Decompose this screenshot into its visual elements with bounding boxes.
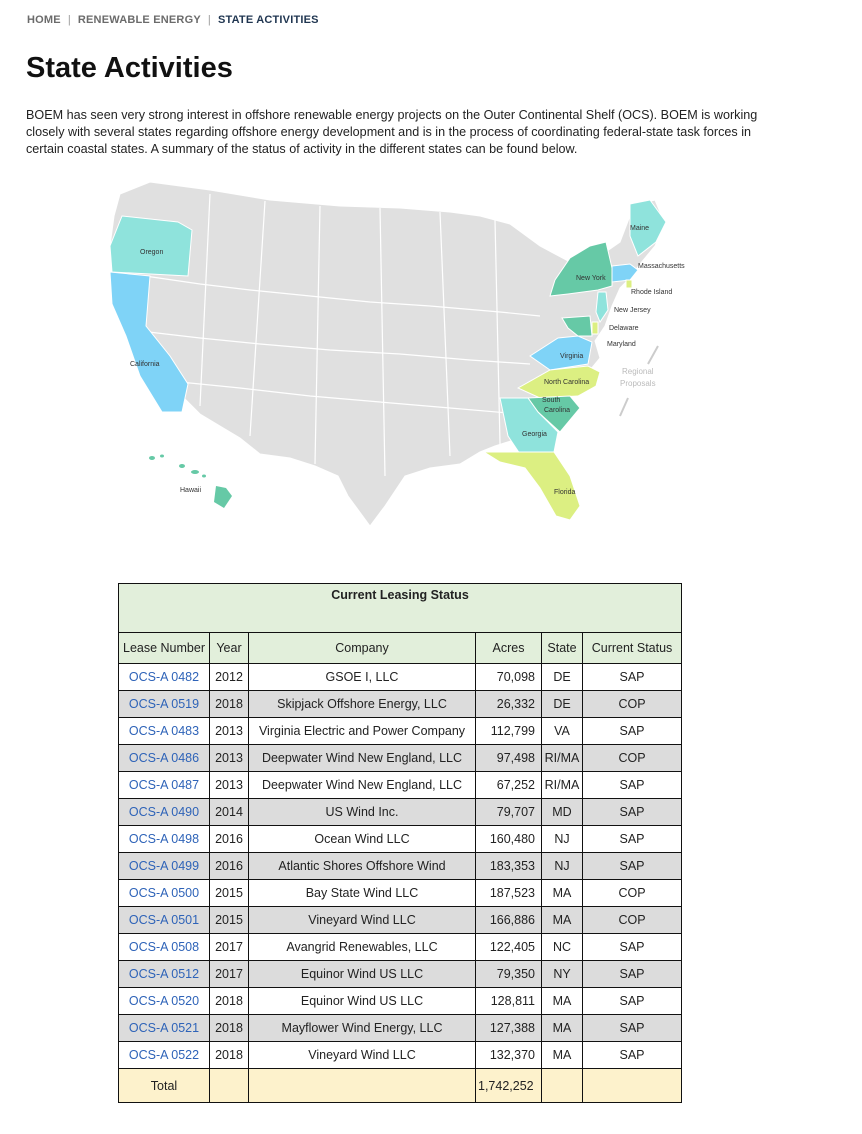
map-label-maine: Maine (630, 225, 650, 232)
map-label-florida: Florida (554, 489, 576, 496)
lease-number-link[interactable]: OCS-A 0498 (128, 832, 200, 846)
lease-number-cell (119, 745, 210, 772)
status-cell: SAP (583, 961, 682, 988)
breadcrumb-current: STATE ACTIVITIES (217, 14, 319, 26)
leasing-status-table (118, 583, 682, 1103)
company-cell: Ocean Wind LLC (249, 826, 476, 853)
company-cell: Deepwater Wind New England, LLC (249, 772, 476, 799)
table-row (119, 664, 682, 691)
lease-number-link[interactable]: OCS-A 0520 (128, 994, 200, 1008)
lease-number-link[interactable]: OCS-A 0483 (128, 724, 200, 738)
lease-number-link[interactable]: OCS-A 0519 (128, 697, 200, 711)
company-cell: Deepwater Wind New England, LLC (249, 745, 476, 772)
company-cell: US Wind Inc. (249, 799, 476, 826)
map-label-new-jersey: New Jersey (614, 307, 651, 314)
acres-cell: 26,332 (476, 691, 542, 718)
company-cell: Vineyard Wind LLC (249, 1042, 476, 1069)
total-year-cell (210, 1069, 249, 1103)
acres-cell: 70,098 (476, 664, 542, 691)
lease-number-cell (119, 772, 210, 799)
column-header-acres: Acres (476, 633, 542, 664)
map-label-rhode-island: Rhode Island (631, 289, 673, 296)
status-cell: SAP (583, 1042, 682, 1069)
total-row (119, 1069, 682, 1103)
lease-number-cell (119, 880, 210, 907)
acres-cell: 183,353 (476, 853, 542, 880)
map-label-california: California (130, 361, 160, 368)
year-cell: 2012 (210, 664, 249, 691)
table-row (119, 988, 682, 1015)
year-cell: 2016 (210, 853, 249, 880)
state-cell: NC (542, 934, 583, 961)
state-delaware[interactable] (592, 322, 598, 334)
acres-cell: 112,799 (476, 718, 542, 745)
year-cell: 2018 (210, 1042, 249, 1069)
status-cell: COP (583, 907, 682, 934)
state-cell: VA (542, 718, 583, 745)
state-cell: NJ (542, 826, 583, 853)
map-label-regional-proposals: Proposals (620, 379, 656, 388)
state-cell: NY (542, 961, 583, 988)
state-cell: MA (542, 907, 583, 934)
lease-number-cell (119, 664, 210, 691)
status-cell: COP (583, 745, 682, 772)
status-cell: SAP (583, 934, 682, 961)
lease-number-link[interactable]: OCS-A 0512 (128, 967, 200, 981)
year-cell: 2014 (210, 799, 249, 826)
lease-number-cell (119, 826, 210, 853)
company-cell: Mayflower Wind Energy, LLC (249, 1015, 476, 1042)
lease-number-cell (119, 907, 210, 934)
acres-cell: 166,886 (476, 907, 542, 934)
status-cell: SAP (583, 853, 682, 880)
table-row (119, 826, 682, 853)
lease-number-cell (119, 934, 210, 961)
state-cell: RI/MA (542, 745, 583, 772)
total-status-cell (583, 1069, 682, 1103)
column-header-year: Year (210, 633, 249, 664)
state-cell: MA (542, 988, 583, 1015)
state-cell: MA (542, 1042, 583, 1069)
year-cell: 2013 (210, 772, 249, 799)
acres-cell: 160,480 (476, 826, 542, 853)
lease-number-link[interactable]: OCS-A 0486 (128, 751, 200, 765)
year-cell: 2013 (210, 745, 249, 772)
map-label-hawaii: Hawaii (180, 487, 202, 494)
company-cell: Equinor Wind US LLC (249, 988, 476, 1015)
status-cell: SAP (583, 664, 682, 691)
lease-number-link[interactable]: OCS-A 0487 (128, 778, 200, 792)
column-header-current-status: Current Status (583, 633, 682, 664)
column-header-state: State (542, 633, 583, 664)
lease-number-cell (119, 799, 210, 826)
year-cell: 2013 (210, 718, 249, 745)
lease-number-cell (119, 961, 210, 988)
state-massachusetts[interactable] (612, 264, 638, 282)
table-row (119, 691, 682, 718)
status-cell: SAP (583, 718, 682, 745)
table-row (119, 934, 682, 961)
lease-number-cell (119, 988, 210, 1015)
lease-number-cell (119, 853, 210, 880)
lease-number-cell (119, 691, 210, 718)
status-cell: SAP (583, 799, 682, 826)
page-title: State Activities (26, 52, 233, 84)
year-cell: 2015 (210, 907, 249, 934)
lease-number-link[interactable]: OCS-A 0490 (128, 805, 200, 819)
breadcrumb-home-link[interactable]: HOME (27, 14, 61, 26)
table-row (119, 907, 682, 934)
state-cell: RI/MA (542, 772, 583, 799)
company-cell: Equinor Wind US LLC (249, 961, 476, 988)
state-cell: MA (542, 880, 583, 907)
table-row (119, 1042, 682, 1069)
status-cell: SAP (583, 1015, 682, 1042)
state-activities-map[interactable] (100, 176, 700, 532)
state-cell: MA (542, 1015, 583, 1042)
table-row (119, 961, 682, 988)
map-label-maryland: Maryland (607, 341, 636, 348)
company-cell: Bay State Wind LLC (249, 880, 476, 907)
map-label-new-york: New York (576, 275, 606, 282)
status-cell: COP (583, 691, 682, 718)
company-cell: Vineyard Wind LLC (249, 907, 476, 934)
breadcrumb-separator: | (207, 14, 211, 26)
lease-number-link[interactable]: OCS-A 0500 (128, 886, 200, 900)
table-header-row (119, 633, 682, 664)
acres-cell: 79,707 (476, 799, 542, 826)
year-cell: 2017 (210, 934, 249, 961)
table-row (119, 772, 682, 799)
year-cell: 2018 (210, 691, 249, 718)
year-cell: 2015 (210, 880, 249, 907)
lease-number-cell (119, 1042, 210, 1069)
map-label-virginia: Virginia (560, 353, 584, 360)
acres-cell: 127,388 (476, 1015, 542, 1042)
acres-cell: 128,811 (476, 988, 542, 1015)
column-header-company: Company (249, 633, 476, 664)
status-cell: SAP (583, 988, 682, 1015)
lease-number-link[interactable]: OCS-A 0501 (128, 913, 200, 927)
acres-cell: 79,350 (476, 961, 542, 988)
company-cell: Virginia Electric and Power Company (249, 718, 476, 745)
breadcrumb-separator: | (67, 14, 71, 26)
column-header-lease-number: Lease Number (119, 633, 210, 664)
state-cell: MD (542, 799, 583, 826)
state-cell: NJ (542, 853, 583, 880)
acres-cell: 67,252 (476, 772, 542, 799)
total-acres: 1,742,252 (476, 1069, 542, 1103)
company-cell: Atlantic Shores Offshore Wind (249, 853, 476, 880)
acres-cell: 132,370 (476, 1042, 542, 1069)
table-title: Current Leasing Status (119, 584, 682, 633)
state-hawaii[interactable] (149, 455, 232, 509)
lease-number-cell (119, 718, 210, 745)
state-cell: DE (542, 691, 583, 718)
lease-number-link[interactable]: OCS-A 0508 (128, 940, 200, 954)
year-cell: 2016 (210, 826, 249, 853)
map-label-south-carolina: Carolina (544, 407, 571, 414)
table-row (119, 718, 682, 745)
acres-cell: 187,523 (476, 880, 542, 907)
year-cell: 2017 (210, 961, 249, 988)
state-oregon[interactable] (110, 216, 192, 276)
lease-number-link[interactable]: OCS-A 0521 (128, 1021, 200, 1035)
lease-number-link[interactable]: OCS-A 0522 (128, 1048, 200, 1062)
intro-paragraph: BOEM has seen very strong interest in offshore renewable energy projects on the Outer Continental Shelf (OCS). BOEM is working closely with several states regarding offshore energy development and is in the process of coordinating federal-state task forces in certain coastal states. A summary of the status of activity in the different states can be found below. (26, 108, 758, 156)
map-label-massachusetts: Massachusetts (638, 263, 685, 270)
table-row (119, 1015, 682, 1042)
map-label-regional-proposals: Regional (622, 367, 654, 376)
lease-number-cell (119, 1015, 210, 1042)
total-label: Total (119, 1069, 210, 1103)
table-row (119, 799, 682, 826)
year-cell: 2018 (210, 988, 249, 1015)
state-rhode-island[interactable] (626, 280, 632, 288)
lease-number-link[interactable]: OCS-A 0482 (128, 670, 200, 684)
year-cell: 2018 (210, 1015, 249, 1042)
breadcrumb (27, 14, 319, 26)
breadcrumb-renewable-energy-link[interactable]: RENEWABLE ENERGY (77, 14, 201, 26)
map-label-delaware: Delaware (609, 325, 639, 332)
company-cell: Avangrid Renewables, LLC (249, 934, 476, 961)
total-company-cell (249, 1069, 476, 1103)
map-label-south-carolina: South (542, 397, 561, 404)
company-cell: GSOE I, LLC (249, 664, 476, 691)
acres-cell: 122,405 (476, 934, 542, 961)
table-row (119, 853, 682, 880)
acres-cell: 97,498 (476, 745, 542, 772)
state-florida[interactable] (484, 452, 580, 520)
state-cell: DE (542, 664, 583, 691)
lease-number-link[interactable]: OCS-A 0499 (128, 859, 200, 873)
total-state-cell (542, 1069, 583, 1103)
company-cell: Skipjack Offshore Energy, LLC (249, 691, 476, 718)
table-row (119, 880, 682, 907)
status-cell: SAP (583, 826, 682, 853)
map-label-oregon: Oregon (140, 249, 164, 256)
map-label-georgia: Georgia (522, 431, 547, 438)
map-label-north-carolina: North Carolina (544, 379, 590, 386)
status-cell: SAP (583, 772, 682, 799)
status-cell: COP (583, 880, 682, 907)
table-row (119, 745, 682, 772)
